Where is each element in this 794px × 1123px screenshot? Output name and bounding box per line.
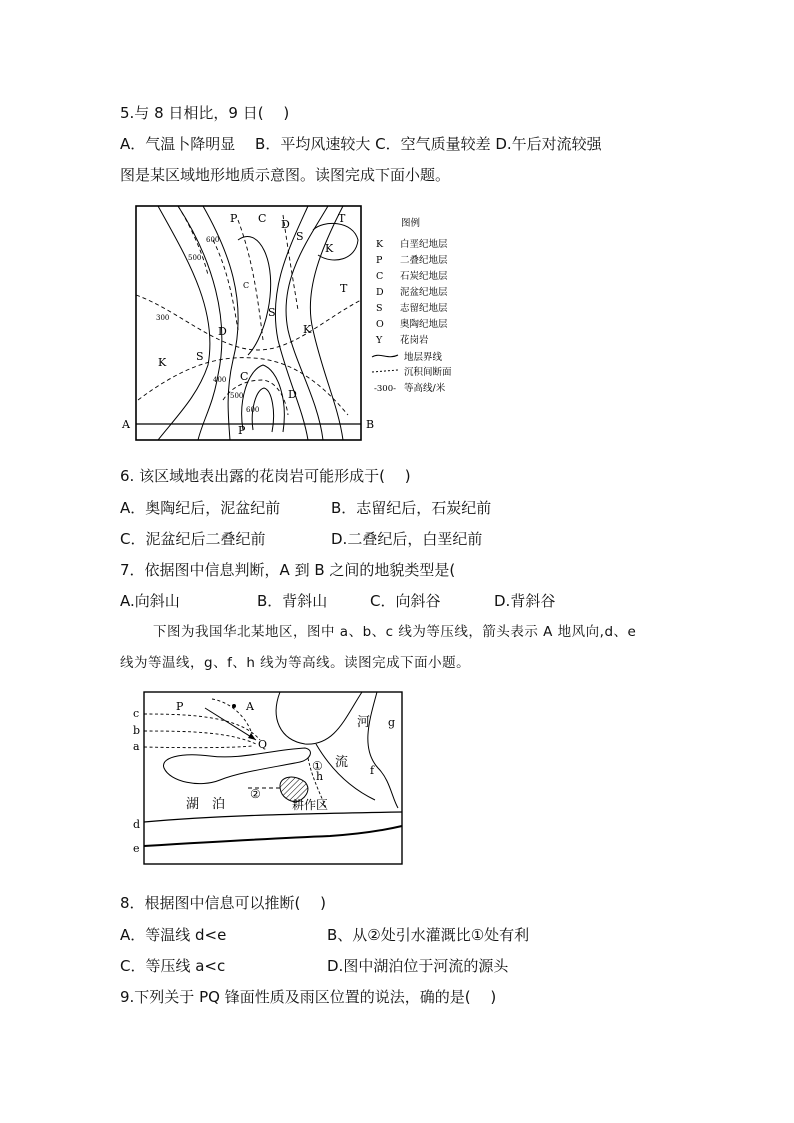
q6-option-b: B．志留纪后，石炭纪前 xyxy=(331,499,492,517)
q7-option-c: C．向斜谷 xyxy=(370,592,441,610)
q5-options: A．气温卜降明显 B．平均风速较大 C．空气质量较差 D.午后对流较强 xyxy=(120,135,602,153)
point-q-label: Q xyxy=(258,738,268,751)
point-a-label: A xyxy=(122,418,130,431)
intro-2-line-1: 下图为我国华北某地区，图中 a、b、c 线为等压线，箭头表示 A 地风向,d、e xyxy=(153,624,637,640)
contour-500-label: 500 xyxy=(188,254,202,262)
point-p-label: P xyxy=(176,700,184,713)
contour-300-label: 300 xyxy=(156,314,170,322)
q8-option-a: A．等温线 d<e xyxy=(120,926,227,944)
river-label: 河 xyxy=(357,715,371,730)
contour-g-label: g xyxy=(388,716,396,729)
geologic-map xyxy=(118,200,478,445)
stratum-o3-label: K xyxy=(158,356,167,369)
legend-line-label: 等高线/米 xyxy=(404,383,446,394)
legend-label: 志留纪地层 xyxy=(400,303,448,314)
legend-label: 花岗岩 xyxy=(400,335,429,346)
legend-symbol: Y xyxy=(376,335,383,346)
legend-symbol: D xyxy=(376,287,384,298)
legend-contour-sample: -300- xyxy=(374,384,396,394)
stratum-d-label: D xyxy=(281,218,290,231)
q8-option-b: B、从②处引水灌溉比①处有利 xyxy=(327,926,530,944)
q8-option-d: D.图中湖泊位于河流的源头 xyxy=(327,957,509,975)
lake-label-2: 泊 xyxy=(212,797,226,812)
legend-label: 白垩纪地层 xyxy=(400,239,448,250)
lake-label-1: 湖 xyxy=(186,797,200,812)
point-b-label: B xyxy=(366,418,375,431)
north-china-map xyxy=(130,688,410,868)
q6-option-a: A．奥陶纪后，泥盆纪前 xyxy=(120,499,281,517)
isobar-a-label: a xyxy=(133,740,140,753)
legend-label: 奥陶纪地层 xyxy=(400,319,448,330)
contour-f-label: f xyxy=(370,764,375,777)
q8-option-c: C．等压线 a<c xyxy=(120,957,226,975)
legend-symbol: P xyxy=(376,255,383,266)
q8-stem: 8．根据图中信息可以推断( ) xyxy=(120,894,327,912)
stratum-c-label: C xyxy=(258,212,267,225)
stratum-s-label: S xyxy=(296,230,304,243)
q7-stem: 7．依据图中信息判断，A 到 B 之间的地貌类型是( xyxy=(120,561,456,579)
stratum-o-label: K xyxy=(325,242,334,255)
stratum-t-label: T xyxy=(340,282,348,295)
legend xyxy=(372,217,452,394)
q6-stem: 6. 该区域地表出露的花岗岩可能形成于( ) xyxy=(120,467,411,485)
legend-title: 图例 xyxy=(401,218,421,229)
q6-option-c: C．泥盆纪后二叠纪前 xyxy=(120,530,266,548)
q5-stem: 5.与 8 日相比，9 日( ) xyxy=(120,104,290,122)
q7-option-b: B．背斜山 xyxy=(257,592,328,610)
contour-600b-label: 600 xyxy=(246,406,260,414)
flow-label: 流 xyxy=(335,755,349,770)
contour-400-label: 400 xyxy=(213,376,227,384)
q9-stem: 9.下列关于 PQ 锋面性质及雨区位置的说法，确的是( ) xyxy=(120,988,497,1006)
legend-label: 石炭纪地层 xyxy=(400,271,448,282)
contour-h-label: h xyxy=(316,770,324,783)
isobar-c-label: c xyxy=(133,707,140,720)
legend-label: 泥盆纪地层 xyxy=(400,287,448,298)
farm-label: 耕作区 xyxy=(292,798,329,812)
q7-option-a: A.向斜山 xyxy=(120,592,180,610)
stratum-p-label: P xyxy=(230,212,238,225)
isotherm-d-label: d xyxy=(133,818,141,831)
stratum-d2-label: D xyxy=(218,325,227,338)
legend-symbol: S xyxy=(376,303,383,314)
legend-symbol: K xyxy=(376,239,384,250)
isobar-b-label: b xyxy=(133,724,141,737)
legend-boundary-line xyxy=(372,355,398,357)
contour-600-label: 600 xyxy=(206,236,220,244)
q6-option-d: D.二叠纪后，白垩纪前 xyxy=(331,530,483,548)
legend-unconformity-line xyxy=(372,370,398,372)
q7-option-d: D.背斜谷 xyxy=(494,592,556,610)
legend-line-label: 地层界线 xyxy=(404,352,443,363)
legend-line-label: 沉积间断面 xyxy=(404,367,452,378)
site-2-label: ② xyxy=(250,787,261,801)
isotherm-e-label: e xyxy=(133,842,140,855)
legend-label: 二叠纪地层 xyxy=(400,255,448,266)
stratum-k-label: T xyxy=(338,212,346,225)
stratum-c3-label: C xyxy=(243,281,250,290)
contour-500b-label: 500 xyxy=(230,392,244,400)
stratum-o2-label: K xyxy=(303,323,312,336)
intro-1: 图是某区域地形地质示意图。读图完成下面小题。 xyxy=(120,166,451,184)
point-a-label: A xyxy=(246,700,254,713)
intro-2-line-2: 线为等温线，g、f、h 线为等高线。读图完成下面小题。 xyxy=(120,655,471,671)
stratum-c2-label: C xyxy=(240,370,249,383)
legend-symbol: C xyxy=(376,271,384,282)
stratum-p2-label: P xyxy=(238,424,246,437)
stratum-s2-label: S xyxy=(268,306,276,319)
site-1-label: ① xyxy=(312,759,323,773)
legend-symbol: O xyxy=(376,319,384,330)
stratum-d3-label: D xyxy=(288,388,297,401)
stratum-s3-label: S xyxy=(196,350,204,363)
